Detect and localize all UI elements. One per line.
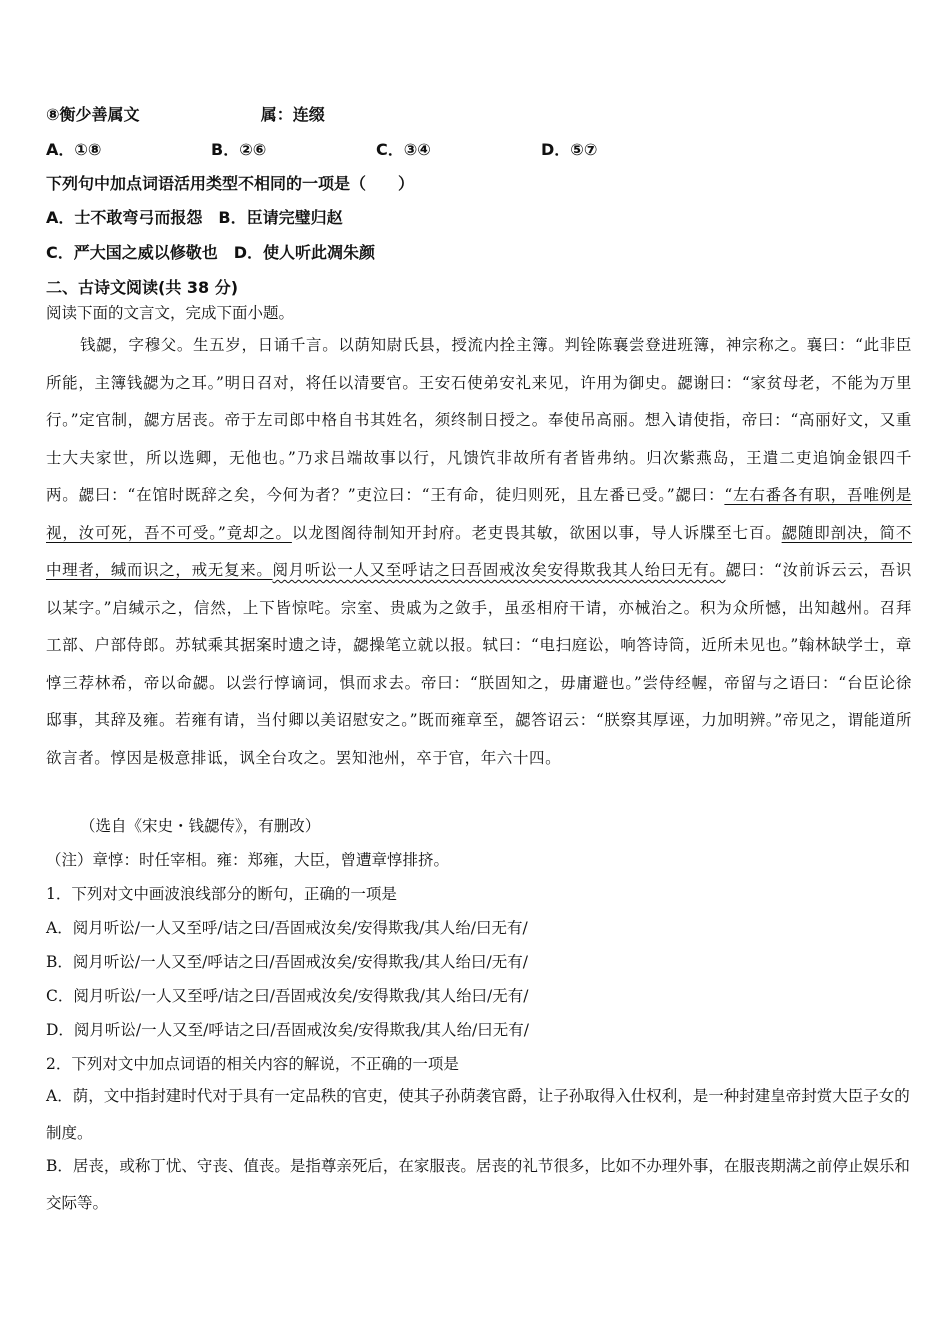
passage-underline-2: 勰随即剖决，简不中理者，缄而识之，戒无复来。 xyxy=(46,523,912,579)
prev-option-d[interactable]: D．⑤⑦ xyxy=(541,140,598,159)
usage-options-line-1[interactable]: A．士不敢弯弓而报怨 B．臣请完璧归赵 xyxy=(46,208,343,227)
q1-option-a[interactable]: A．阅月听讼/一人又至呼/诘之曰/吾固戒汝矣/安得欺我/其人绐/曰无有/ xyxy=(46,919,528,937)
item-8-text: ⑧衡少善属文 xyxy=(46,105,140,124)
q1-stem: 1．下列对文中画波浪线部分的断句，正确的一项是 xyxy=(46,885,397,903)
passage-part-1: 钱勰，字穆父。生五岁，日诵千言。以荫知尉氏县，授流内拴主簿。判铨陈襄尝登进班簿，神宗称之。襄曰：“此非臣所能，主簿钱勰为之耳。”明日召对，将任以清要官。王安石使弟安礼来见，许用为御史。勰谢曰：“家贫母老，不能为万里行。”定官制，勰方居丧。帝于左司郎中格自书其姓名，须终制日授之。奉使吊高丽。想入请使指，帝曰：“高丽好文，又重士大夫家世，所以选卿，无他也。”乃求吕端故事以行，凡馈饩非故所有者皆弗纳。归次紫燕岛，王遣二吏追饷金银四千两。勰曰：“在馆时既辞之矣，今何为者？”吏泣曰：“王有命，徒归则死，且左番已受。”勰曰： xyxy=(46,336,912,504)
q2-option-a[interactable]: A．荫，文中指封建时代对于具有一定品秩的官吏，使其子孙荫袭官爵，让子孙取得入仕权利，是一种封建皇帝封赏大臣子女的制度。 xyxy=(46,1087,910,1142)
section-title: 二、古诗文阅读(共 38 分) xyxy=(46,278,239,297)
passage-underline-1: “左右番各有职，吾唯例是视，汝可死，吾不可受。”竟却之。 xyxy=(46,486,913,542)
prev-options xyxy=(46,137,597,160)
q1-option-c[interactable]: C．阅月听讼/一人又至呼/诘之曰/吾固戒汝矣/安得欺我/其人绐曰/无有/ xyxy=(46,987,529,1005)
prev-option-b[interactable]: B．②⑥ xyxy=(211,140,267,159)
item-8-note: 属：连缀 xyxy=(260,105,325,124)
q2-stem: 2．下列对文中加点词语的相关内容的解说，不正确的一项是 xyxy=(46,1055,459,1073)
passage-source: （选自《宋史・钱勰传》，有删改） xyxy=(80,817,321,835)
usage-question-stem: 下列句中加点词语活用类型不相同的一项是（ ） xyxy=(46,174,415,193)
passage-note: （注）章惇：时任宰相。雍：郑雍，大臣，曾遭章惇排挤。 xyxy=(46,851,450,869)
passage-part-2: 以龙图阁待制知开封府。老吏畏其敏，欲困以事，导人诉牒至七百。 xyxy=(291,523,782,542)
prev-option-a[interactable]: A．①⑧ xyxy=(46,140,102,159)
passage-part-3: 勰曰：“汝前诉云云，吾识以某字。”启缄示之，信然，上下皆惊咤。宗室、贵戚为之敛手，虽丞相府干请，亦械治之。积为众所憾，出知越州。召拜工部、户部侍郎。苏轼乘其据案时遗之诗，勰操笔立就以报。轼曰：“电扫庭讼，响答诗筒，近所未见也。”翰林缺学士，章惇三荐林希，帝以命勰。以尝行惇谪词，惧而求去。帝曰：“朕固知之，毋庸避也。”尝侍经幄，帝留与之语曰：“台臣论徐邸事，其辞及雍。若雍有请，当付卿以美诏慰安之。”既而雍章至，勰答诏云：“朕察其厚诬，力加明辨。”帝见之，谓能道所欲言者。惇因是极意排诋，讽全台攻之。罢知池州，卒于官，年六十四。 xyxy=(46,561,912,767)
prev-option-c[interactable]: C．③④ xyxy=(376,140,431,159)
section-intro: 阅读下面的文言文，完成下面小题。 xyxy=(46,304,295,322)
passage-wavy-line: 阅月听讼一人又至呼诘之曰吾固戒汝矣安得欺我其人绐曰无有。 xyxy=(272,561,726,579)
usage-options-line-2[interactable]: C．严大国之威以修敬也 D．使人听此凋朱颜 xyxy=(46,243,376,262)
q2-option-b[interactable]: B．居丧，或称丁忧、守丧、值丧。是指尊亲死后，在家服丧。居丧的礼节很多，比如不办理外事，在服丧期满之前停止娱乐和交际等。 xyxy=(46,1157,910,1212)
passage xyxy=(46,327,912,777)
item-8-line xyxy=(46,102,325,125)
q1-option-d[interactable]: D．阅月听讼/一人又至/呼诘之曰/吾固戒汝矣/安得欺我/其人绐/曰无有/ xyxy=(46,1021,529,1039)
q1-option-b[interactable]: B．阅月听讼/一人又至/呼诘之曰/吾固戒汝矣/安得欺我/其人绐曰/无有/ xyxy=(46,953,528,971)
